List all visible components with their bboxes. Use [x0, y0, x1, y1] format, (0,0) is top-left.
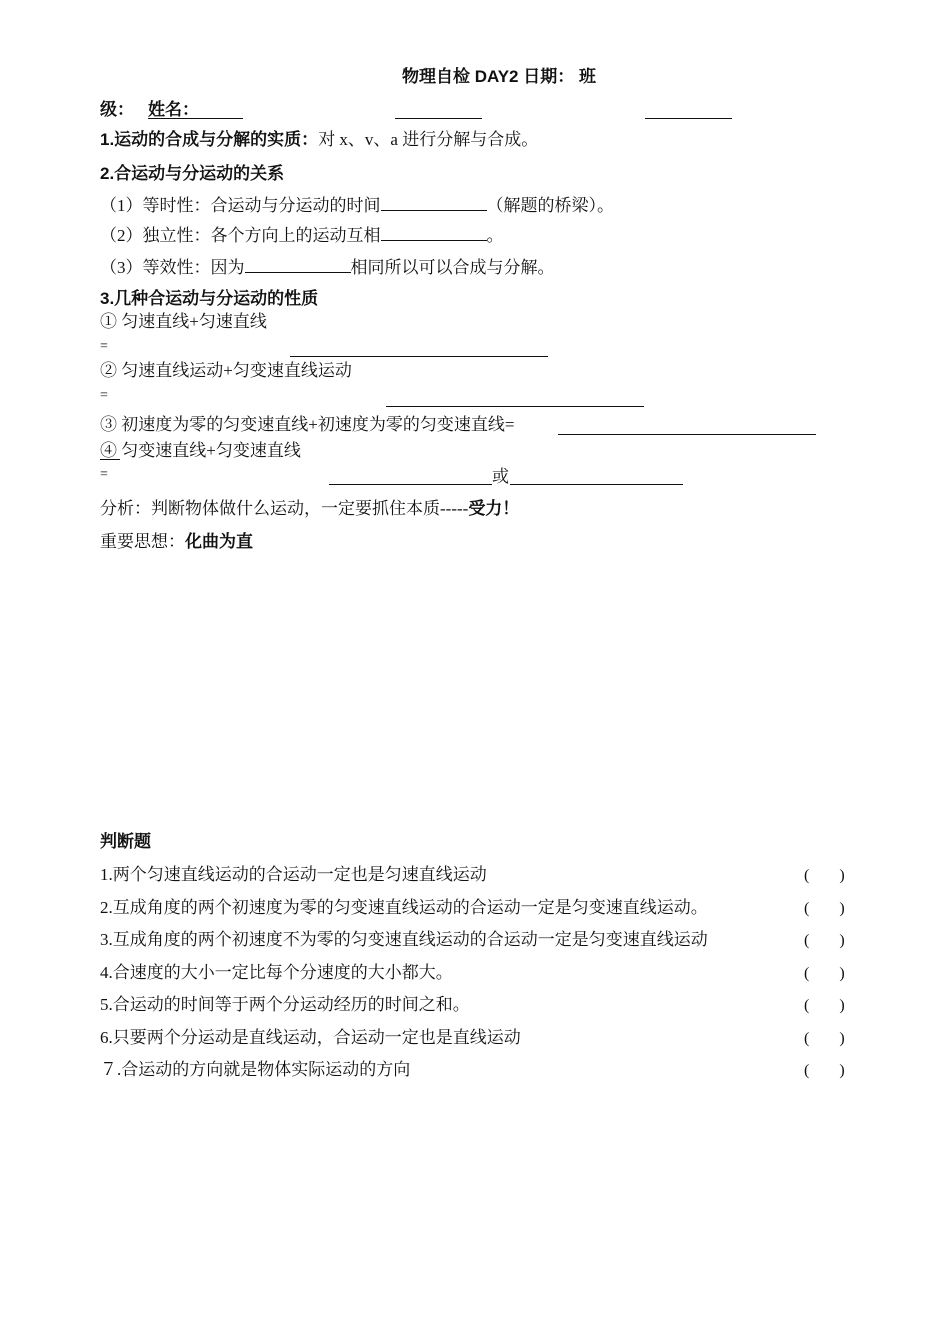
paren-open: ( [804, 932, 810, 949]
paren-open: ( [804, 965, 810, 982]
idea-text: 重要思想： [100, 532, 185, 551]
case4-or: 或 [492, 467, 509, 486]
judgement-item-5: 5.合运动的时间等于两个分运动经历的时间之和。 [100, 995, 470, 1014]
section2-item3 [100, 255, 555, 278]
item2-prefix: （2）独立性：各个方向上的运动互相 [100, 226, 381, 245]
case1-equals: = [100, 339, 108, 354]
idea-emphasis: 化曲为直 [185, 532, 253, 551]
class-label: 级： [100, 100, 134, 119]
analysis-emphasis: 受力！ [468, 499, 520, 518]
case4-equals: = [100, 467, 108, 482]
section2-item2 [100, 223, 504, 246]
case4-label: ④ 匀变速直线+匀变速直线 [100, 441, 301, 460]
paren-close: ) [839, 997, 845, 1014]
paren-open: ( [804, 997, 810, 1014]
judgement-item-2: 2.互成角度的两个初速度为零的匀变速直线运动的合运动一定是匀变速直线运动。 [100, 898, 708, 917]
analysis-line [100, 499, 519, 519]
name-blank[interactable] [148, 118, 243, 119]
judgement-item-7: ７.合运动的方向就是物体实际运动的方向 [100, 1060, 411, 1079]
judgement-item-3: 3.互成角度的两个初速度不为零的匀变速直线运动的合运动一定是匀变速直线运动 [100, 930, 708, 949]
paren-open: ( [804, 900, 810, 917]
case4-number-underline [100, 459, 120, 460]
item3-suffix: 相同所以可以合成与分解。 [350, 258, 555, 277]
case4-blank-2[interactable] [510, 484, 683, 485]
item1-suffix: （解题的桥梁）。 [486, 196, 614, 215]
answer-bracket-3[interactable] [804, 931, 845, 951]
section3-heading: 3.几种合运动与分运动的性质 [100, 289, 319, 308]
paren-close: ) [839, 1062, 845, 1079]
independence-blank[interactable] [381, 223, 487, 241]
paren-close: ) [839, 965, 845, 982]
answer-bracket-1[interactable] [804, 866, 845, 886]
equivalence-blank[interactable] [245, 255, 351, 273]
case1-blank[interactable] [290, 356, 548, 357]
answer-bracket-6[interactable] [804, 1029, 845, 1049]
judgement-item-1: 1.两个匀速直线运动的合运动一定也是匀速直线运动 [100, 865, 487, 884]
case2-label: ② 匀速直线运动+匀变速直线运动 [100, 361, 352, 380]
case3-label: ③ 初速度为零的匀变速直线+初速度为零的匀变速直线= [100, 415, 515, 434]
idea-line [100, 532, 253, 552]
item3-prefix: （3）等效性：因为 [100, 258, 245, 277]
paren-open: ( [804, 867, 810, 884]
paren-close: ) [839, 900, 845, 917]
answer-bracket-4[interactable] [804, 964, 845, 984]
item2-suffix: 。 [486, 226, 504, 245]
section1-heading: 1.运动的合成与分解的实质： [100, 130, 319, 149]
section2-heading: 2.合运动与分运动的关系 [100, 164, 285, 183]
section1 [100, 130, 538, 150]
case4-blank-1[interactable] [329, 484, 492, 485]
answer-bracket-7[interactable] [804, 1061, 845, 1081]
case3-blank[interactable] [558, 434, 816, 435]
date-blank[interactable] [395, 118, 482, 119]
judgement-item-4: 4.合速度的大小一定比每个分速度的大小都大。 [100, 963, 453, 982]
answer-bracket-5[interactable] [804, 996, 845, 1016]
case1-label: ① 匀速直线+匀速直线 [100, 312, 267, 331]
time-blank[interactable] [381, 193, 487, 211]
case2-blank[interactable] [386, 406, 644, 407]
judgement-heading: 判断题 [100, 832, 151, 851]
section2-item1 [100, 193, 614, 216]
paren-open: ( [804, 1062, 810, 1079]
item1-prefix: （1）等时性：合运动与分运动的时间 [100, 196, 381, 215]
class-blank[interactable] [645, 118, 732, 119]
paren-close: ) [839, 867, 845, 884]
answer-bracket-2[interactable] [804, 899, 845, 919]
paren-close: ) [839, 1030, 845, 1047]
paren-close: ) [839, 932, 845, 949]
judgement-item-6: 6.只要两个分运动是直线运动，合运动一定也是直线运动 [100, 1028, 521, 1047]
section1-text: 对 x、v、a 进行分解与合成。 [318, 130, 539, 149]
name-label: 姓名： [148, 100, 199, 119]
analysis-text: 分析：判断物体做什么运动，一定要抓住本质----- [100, 499, 469, 518]
case2-equals: = [100, 388, 108, 403]
page-title: 物理自检 DAY2 日期： 班 [402, 67, 596, 86]
paren-open: ( [804, 1030, 810, 1047]
